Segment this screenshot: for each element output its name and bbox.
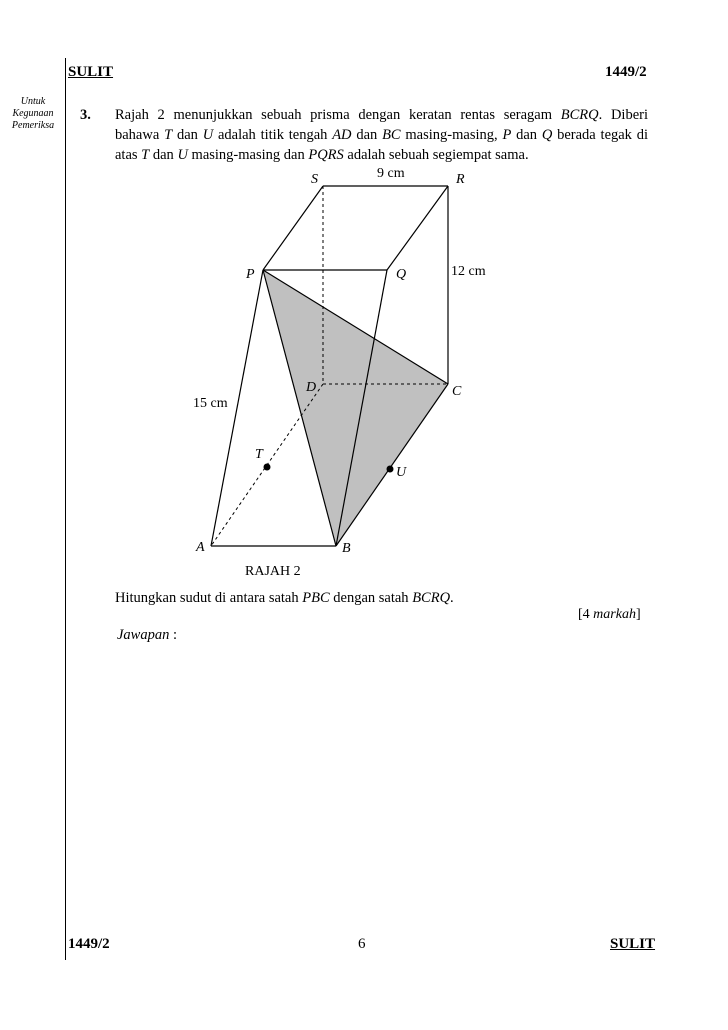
label-d: D: [306, 380, 317, 395]
header-right: 1449/2: [605, 64, 647, 80]
label-t: T: [255, 447, 263, 462]
edge-rq: [387, 186, 448, 270]
margin-note-line: Untuk: [20, 96, 46, 107]
label-p: P: [246, 267, 255, 282]
diagram-caption: RAJAH 2: [245, 564, 301, 579]
question-number: 3.: [80, 107, 91, 123]
margin-note-line: Pemeriksa: [11, 120, 55, 131]
footer-right: SULIT: [610, 936, 656, 952]
instruction-text: Hitungkan sudut di antara satah PBC dengan satah BCRQ.: [115, 590, 454, 606]
label-q: Q: [396, 267, 407, 282]
label-r: R: [456, 172, 465, 187]
label-s: S: [311, 172, 318, 187]
footer-left: 1449/2: [68, 936, 110, 952]
label-u: U: [396, 465, 407, 480]
dimension-top: 9 cm: [377, 166, 405, 181]
marks-allocation: [4 markah]: [578, 607, 641, 622]
point-u-dot: [387, 466, 394, 473]
dimension-left: 15 cm: [193, 396, 228, 411]
question-line-2: bahawa T dan U adalah titik tengah AD dan BC masing-masing, P dan Q berada tegak di: [115, 127, 649, 143]
label-a: A: [196, 540, 205, 555]
answer-label: Jawapan :: [117, 627, 178, 643]
question-line-3: atas T dan U masing-masing dan PQRS adalah sebuah segiempat sama.: [115, 147, 529, 163]
dimension-right: 12 cm: [451, 264, 486, 279]
margin-note-line: Kegunaan: [12, 108, 54, 119]
shaded-plane-pbc: [263, 270, 448, 546]
point-t-dot: [264, 464, 271, 471]
question-line-1: Rajah 2 menunjukkan sebuah prisma dengan keratan rentas seragam BCRQ. Diberi: [115, 107, 648, 123]
edge-sp: [263, 186, 323, 270]
header-left: SULIT: [68, 64, 114, 80]
page-number: 6: [358, 936, 366, 952]
label-b: B: [342, 541, 351, 556]
label-c: C: [452, 384, 462, 399]
